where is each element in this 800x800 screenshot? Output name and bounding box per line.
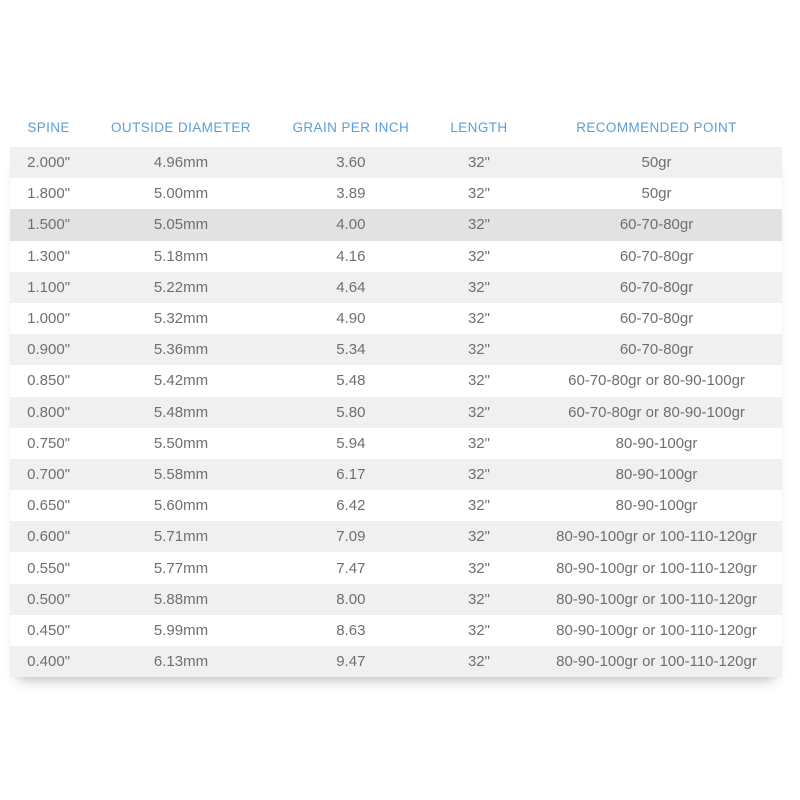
table-cell: 32": [467, 465, 490, 483]
table-cell: 3.60: [336, 154, 366, 172]
table-cell: 32": [467, 185, 490, 203]
table-cell: 32": [467, 247, 490, 265]
table-row[interactable]: [10, 459, 782, 490]
header-outside-diameter: OUTSIDE DIAMETER: [111, 119, 251, 135]
table-cell: 32": [467, 528, 490, 546]
table-cell: 5.71mm: [153, 528, 209, 546]
table-cell: 32": [467, 154, 490, 172]
table-cell: 0.800": [27, 403, 71, 421]
table-cell: 80-90-100gr or 100-110-120gr: [556, 590, 757, 608]
table-row[interactable]: [10, 428, 782, 459]
table-body: [10, 147, 782, 677]
table-cell: 50gr: [641, 185, 672, 203]
table-cell: 5.50mm: [153, 434, 209, 452]
table-cell: 60-70-80gr: [619, 278, 694, 296]
table-cell: 32": [467, 341, 490, 359]
table-cell: 80-90-100gr: [615, 497, 698, 515]
table-row[interactable]: [10, 365, 782, 396]
table-cell: 6.13mm: [153, 653, 209, 671]
table-cell: 1.800": [27, 185, 71, 203]
table-cell: 7.47: [336, 559, 366, 577]
table-row[interactable]: [10, 241, 782, 272]
table-cell: 80-90-100gr or 100-110-120gr: [556, 621, 757, 639]
table-cell: 6.42: [336, 497, 366, 515]
table-cell: 60-70-80gr or 80-90-100gr: [568, 372, 745, 390]
table-cell: 5.77mm: [153, 559, 209, 577]
table-cell: 8.63: [336, 621, 366, 639]
table-cell: 4.00: [336, 216, 366, 234]
table-cell: 7.09: [336, 528, 366, 546]
table-cell: 1.300": [27, 247, 71, 265]
table-cell: 4.64: [336, 278, 366, 296]
table-cell: 60-70-80gr: [619, 341, 694, 359]
table-cell: 32": [467, 653, 490, 671]
table-cell: 5.80: [336, 403, 366, 421]
table-row[interactable]: [10, 490, 782, 521]
table-cell: 5.58mm: [153, 465, 209, 483]
table-cell: 32": [467, 434, 490, 452]
table-cell: 1.500": [27, 216, 71, 234]
table-cell: 0.400": [27, 653, 71, 671]
header-spine: SPINE: [27, 119, 70, 135]
table-cell: 5.18mm: [153, 247, 209, 265]
table-cell: 32": [467, 403, 490, 421]
table-cell: 32": [467, 621, 490, 639]
table-cell: 80-90-100gr or 100-110-120gr: [556, 653, 757, 671]
table-cell: 4.16: [336, 247, 366, 265]
table-cell: 2.000": [27, 154, 71, 172]
table-cell: 5.42mm: [153, 372, 209, 390]
table-row[interactable]: [10, 209, 782, 240]
table-row[interactable]: [10, 397, 782, 428]
table-cell: 0.750": [27, 434, 71, 452]
table-cell: 0.600": [27, 528, 71, 546]
table-row[interactable]: [10, 303, 782, 334]
table-row[interactable]: [10, 334, 782, 365]
table-cell: 5.94: [336, 434, 366, 452]
table-cell: 0.700": [27, 465, 71, 483]
table-row[interactable]: [10, 584, 782, 615]
table-cell: 0.450": [27, 621, 71, 639]
table-cell: 1.000": [27, 310, 71, 328]
header-grain-per-inch: GRAIN PER INCH: [292, 119, 410, 135]
table-cell: 32": [467, 559, 490, 577]
table-row[interactable]: [10, 646, 782, 677]
table-cell: 5.05mm: [153, 216, 209, 234]
table-cell: 32": [467, 278, 490, 296]
header-recommended-point: RECOMMENDED POINT: [576, 119, 737, 135]
table-cell: 6.17: [336, 465, 366, 483]
table-row[interactable]: [10, 147, 782, 178]
table-cell: 8.00: [336, 590, 366, 608]
table-cell: 60-70-80gr: [619, 216, 694, 234]
table-cell: 5.34: [336, 341, 366, 359]
table-cell: 50gr: [641, 154, 672, 172]
table-cell: 5.00mm: [153, 185, 209, 203]
table-cell: 5.36mm: [153, 341, 209, 359]
table-cell: 0.500": [27, 590, 71, 608]
table-cell: 5.99mm: [153, 621, 209, 639]
table-cell: 80-90-100gr or 100-110-120gr: [556, 559, 757, 577]
table-cell: 32": [467, 372, 490, 390]
table-cell: 60-70-80gr: [619, 310, 694, 328]
table-row[interactable]: [10, 615, 782, 646]
table-row[interactable]: [10, 552, 782, 583]
table-cell: 5.88mm: [153, 590, 209, 608]
table-cell: 1.100": [27, 278, 71, 296]
table-cell: 80-90-100gr: [615, 465, 698, 483]
table-row[interactable]: [10, 521, 782, 552]
table-cell: 32": [467, 310, 490, 328]
table-cell: 0.900": [27, 341, 71, 359]
table-cell: 60-70-80gr or 80-90-100gr: [568, 403, 745, 421]
table-cell: 80-90-100gr: [615, 434, 698, 452]
table-cell: 4.96mm: [153, 154, 209, 172]
header-length: LENGTH: [450, 119, 508, 135]
table-row[interactable]: [10, 272, 782, 303]
table-row[interactable]: [10, 178, 782, 209]
table-cell: 32": [467, 590, 490, 608]
spine-chart-table: [10, 107, 782, 677]
table-cell: 5.22mm: [153, 278, 209, 296]
table-cell: 4.90: [336, 310, 366, 328]
table-cell: 60-70-80gr: [619, 247, 694, 265]
table-cell: 0.550": [27, 559, 71, 577]
table-cell: 5.32mm: [153, 310, 209, 328]
table-cell: 5.60mm: [153, 497, 209, 515]
table-cell: 3.89: [336, 185, 366, 203]
table-cell: 5.48mm: [153, 403, 209, 421]
table-cell: 0.650": [27, 497, 71, 515]
table-cell: 32": [467, 216, 490, 234]
table-header-row: [10, 107, 782, 147]
table-cell: 0.850": [27, 372, 71, 390]
table-cell: 5.48: [336, 372, 366, 390]
table-cell: 32": [467, 497, 490, 515]
table-cell: 80-90-100gr or 100-110-120gr: [556, 528, 757, 546]
table-cell: 9.47: [336, 653, 366, 671]
